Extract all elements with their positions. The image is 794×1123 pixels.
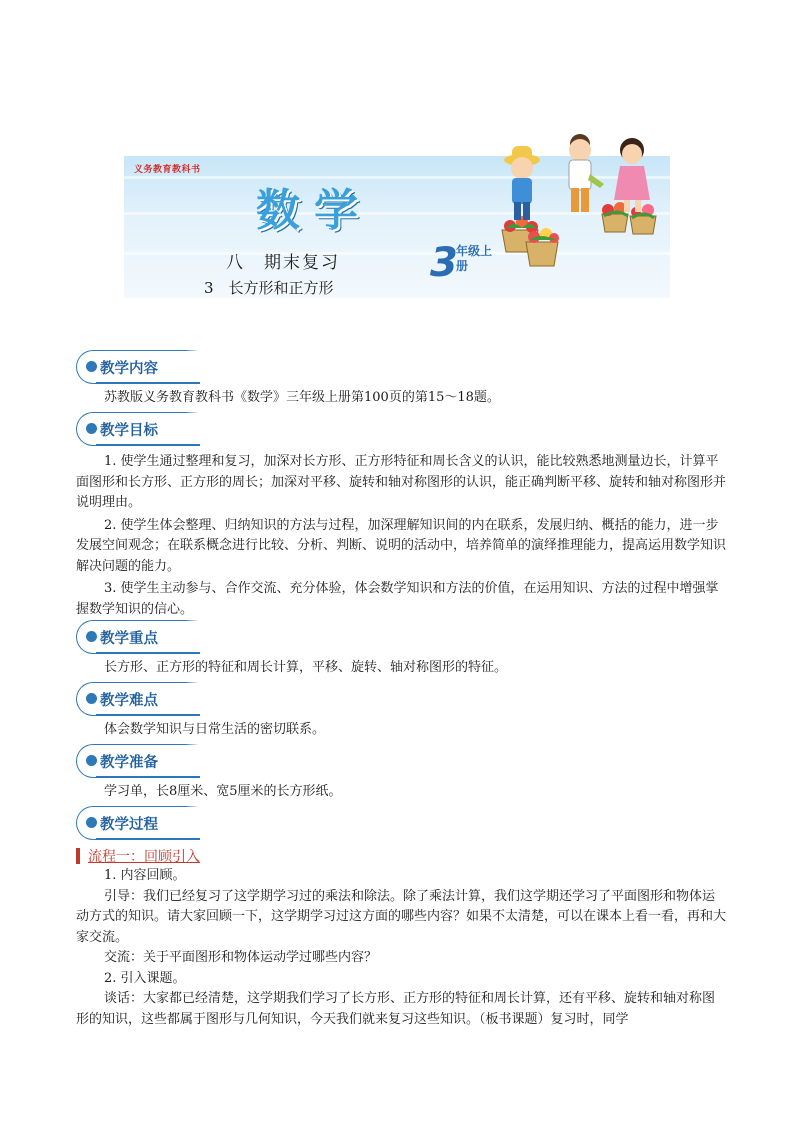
grade-text: 年级上册	[456, 244, 493, 273]
content-text: 苏教版义务教育教科书《数学》三年级上册第100页的第15～18题。	[104, 390, 500, 405]
bullet-dot-icon	[86, 423, 97, 434]
section-heading: 教学重点	[100, 631, 158, 647]
process-line: 谈话：大家都已经清楚，这学期我们学习了长方形、正方形的特征和周长计算，还有平移、旋转和轴对称图形的知识，这些都属于图形与几何知识，今天我们就来复习这些知识。（板书课题）复习时，同学	[76, 991, 716, 1027]
process-line: 2. 引入课题。	[104, 970, 186, 986]
goal-item: 2. 使学生体会整理、归纳知识的方法与过程，加深理解知识间的内在联系，发展归纳、概括的能力，进一步发展空间观念；在联系概念进行比较、分析、判断、说明的活动中，培养简单的演绎推理能力，提高运用数学知识解决问题的能力。	[76, 517, 727, 574]
grade-badge	[430, 240, 498, 286]
key-points-text: 长方形、正方形的特征和周长计算，平移、旋转、轴对称图形的特征。	[104, 660, 508, 675]
section-heading: 教学内容	[100, 361, 158, 377]
process-line: 交流：关于平面图形和物体运动学过哪些内容？	[104, 950, 378, 965]
section-heading: 教学目标	[100, 423, 158, 439]
bullet-dot-icon	[86, 693, 97, 704]
bullet-dot-icon	[86, 755, 97, 766]
bullet-dot-icon	[86, 631, 97, 642]
grade-number: 3	[430, 240, 458, 286]
goal-item: 3. 使学生主动参与、合作交流、充分体验，体会数学知识和方法的价值，在运用知识、方法的过程中增强掌握数学知识的信心。	[76, 581, 719, 617]
textbook-banner	[124, 130, 670, 298]
goal-item: 1. 使学生通过整理和复习，加深对长方形、正方形特征和周长含义的认识，能比较熟悉地测量边长，计算平面图形和长方形、正方形的周长；加深对平移、旋转和轴对称图形的认识，能正确判断平移、旋转和轴对称图形并说明理由。	[76, 454, 727, 510]
unit-title: 八 期末复习	[226, 253, 340, 273]
children-gardening-illustration	[492, 130, 670, 298]
lesson-title: 3 长方形和正方形	[204, 279, 334, 297]
section-header-goals	[76, 412, 198, 448]
flow-title: 流程一：回顾引入	[88, 849, 200, 865]
section-header-key-points	[76, 620, 198, 656]
section-header-preparation	[76, 744, 198, 780]
process-line: 引导：我们已经复习了这学期学习过的乘法和除法。除了乘法计算，我们这学期还学习了平面图形和物体运动方式的知识。请大家回顾一下，这学期学习过这方面的哪些内容？如果不太清楚，可以在课本上看一看，再和大家交流。	[76, 888, 727, 945]
flow-marker-icon	[76, 848, 80, 864]
section-header-difficulties	[76, 682, 198, 718]
bullet-dot-icon	[86, 817, 97, 828]
process-line: 1. 内容回顾。	[104, 868, 186, 883]
process-text	[76, 866, 726, 1030]
section-header-content	[76, 350, 198, 386]
preparation-text: 学习单，长8厘米、宽5厘米的长方形纸。	[104, 784, 342, 799]
bullet-dot-icon	[86, 361, 97, 372]
flow-heading	[76, 846, 200, 866]
goals-list	[76, 452, 726, 620]
banner-title: 数学	[256, 185, 372, 236]
section-heading: 教学难点	[100, 693, 158, 709]
series-label: 义务教育教科书	[134, 165, 201, 175]
difficulties-text: 体会数学知识与日常生活的密切联系。	[104, 722, 326, 737]
section-heading: 教学准备	[100, 755, 158, 771]
section-heading: 教学过程	[100, 817, 158, 833]
section-header-process	[76, 806, 198, 842]
